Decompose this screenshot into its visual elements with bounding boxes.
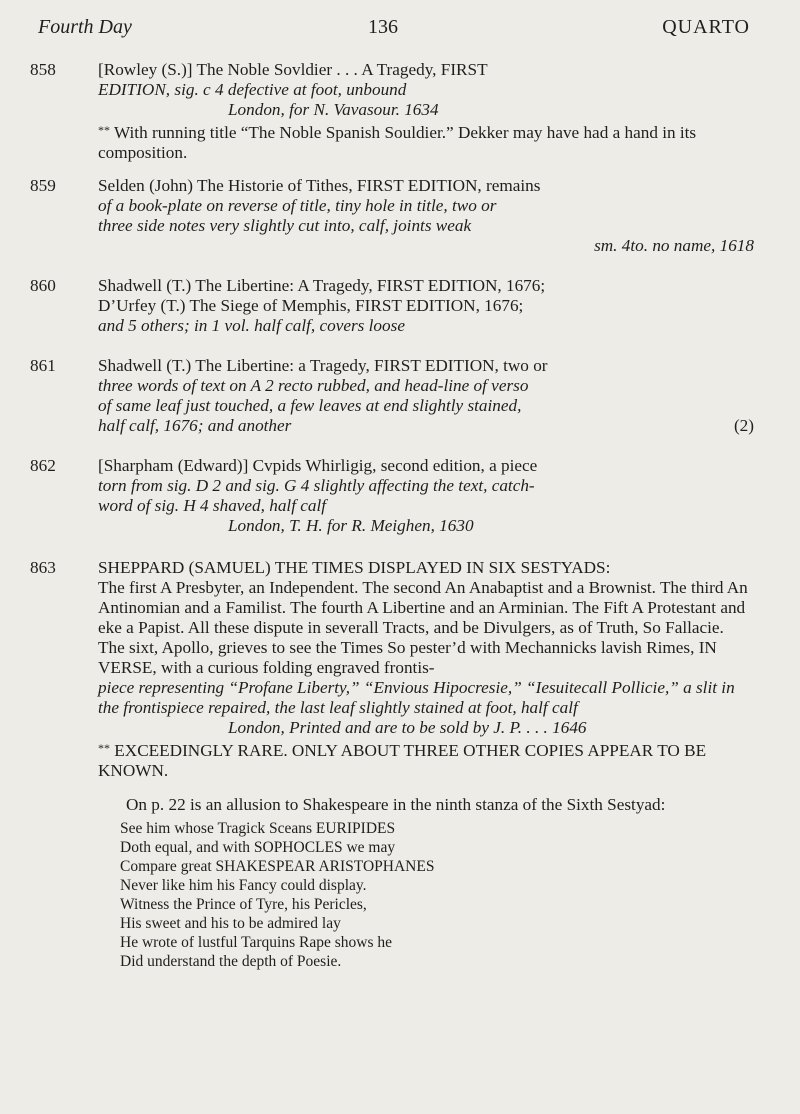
verse-line: See him whose Tragick Sceans EURIPIDES bbox=[120, 820, 396, 837]
page-number: 136 bbox=[368, 16, 398, 38]
lot-line: [Rowley (S.)] The Noble Sovldier . . . A Tragedy, FIRST bbox=[98, 60, 488, 79]
verse-line: Doth equal, and with SOPHOCLES we may bbox=[120, 839, 396, 856]
lot-line: three side notes very slightly cut into, calf, joints weak bbox=[98, 216, 472, 235]
lot-note bbox=[98, 738, 754, 781]
lot-line: half calf, 1676; and another (2) bbox=[98, 416, 754, 435]
lot-number: 861 bbox=[30, 356, 56, 375]
lot-line: EDITION, sig. c 4 defective at foot, unbound bbox=[98, 80, 407, 99]
lot-line: three words of text on A 2 recto rubbed, and head-line of verso bbox=[98, 376, 529, 395]
lot-862 bbox=[30, 456, 754, 536]
verse-line: His sweet and his to be admired lay bbox=[120, 915, 341, 932]
lot-note bbox=[98, 120, 754, 163]
lot-859 bbox=[30, 176, 754, 256]
verse-line: Witness the Prince of Tyre, his Pericles, bbox=[120, 896, 367, 913]
verse-line: He wrote of lustful Tarquins Rape shows he bbox=[120, 934, 392, 951]
lot-858 bbox=[30, 60, 754, 163]
lot-number: 863 bbox=[30, 558, 56, 577]
lot-860 bbox=[30, 276, 754, 336]
lot-line: Shadwell (T.) The Libertine: a Tragedy, FIRST EDITION, two or bbox=[98, 356, 548, 375]
day-title: Fourth Day bbox=[38, 16, 132, 38]
lot-863 bbox=[30, 558, 754, 971]
lot-line: word of sig. H 4 shaved, half calf bbox=[98, 496, 327, 515]
verse-line: Did understand the depth of Poesie. bbox=[120, 953, 342, 970]
lot-imprint: London, Printed and are to be sold by J. P. . . . 1646 bbox=[228, 718, 587, 737]
lot-line: Shadwell (T.) The Libertine: A Tragedy, FIRST EDITION, 1676; bbox=[98, 276, 546, 295]
format-label: QUARTO bbox=[662, 16, 750, 38]
lot-description: The first A Presbyter, an Independent. The second An Anabaptist and a Brownist. The third An Antinomian and a Familist. The fourth A Libertine and an Arminian. The Fift A Protestant and eke a Papist. All these dispute in severall Tracts, and be Divulgers, as of Truth, So Fallacie. The sixt, Apollo, grieves to see the Times So pester’d with Mechannicks lavish Rimes, IN VERSE, with a curious folding engraved frontis- bbox=[98, 578, 748, 677]
lot-number: 858 bbox=[30, 60, 56, 79]
page-header bbox=[38, 16, 750, 42]
lot-title: SHEPPARD (SAMUEL) THE TIMES DISPLAYED IN SIX SESTYADS: bbox=[98, 558, 611, 577]
lot-line: D’Urfey (T.) The Siege of Memphis, FIRST EDITION, 1676; bbox=[98, 296, 524, 315]
commentary: On p. 22 is an allusion to Shakespeare in the ninth stanza of the Sixth Sestyad: bbox=[126, 795, 666, 814]
lot-line: [Sharpham (Edward)] Cvpids Whirligig, second edition, a piece bbox=[98, 456, 538, 475]
quantity: (2) bbox=[733, 416, 754, 435]
lot-line: torn from sig. D 2 and sig. G 4 slightly affecting the text, catch- bbox=[98, 476, 535, 495]
verse-line: Compare great SHAKESPEAR ARISTOPHANES bbox=[120, 858, 435, 875]
lot-imprint: London, for N. Vavasour. 1634 bbox=[228, 100, 439, 119]
lot-number: 859 bbox=[30, 176, 56, 195]
lot-line: of a book-plate on reverse of title, tiny hole in title, two or bbox=[98, 196, 497, 215]
lot-861 bbox=[30, 356, 754, 436]
verse-quote bbox=[120, 819, 754, 971]
note-text: With running title “The Noble Spanish Souldier.” Dekker may have had a hand in its composition. bbox=[98, 123, 697, 162]
lot-number: 862 bbox=[30, 456, 56, 475]
lot-description: piece representing “Profane Liberty,” “Envious Hipocresie,” “Iesuitecall Pollicie,” a slit in the frontispiece repaired, the last leaf slightly stained at foot, half calf bbox=[98, 678, 735, 717]
lot-imprint: London, T. H. for R. Meighen, 1630 bbox=[228, 516, 474, 535]
asterism-icon: ** bbox=[98, 123, 110, 137]
lot-line: Selden (John) The Historie of Tithes, FIRST EDITION, remains bbox=[98, 176, 541, 195]
lot-line: and 5 others; in 1 vol. half calf, covers loose bbox=[98, 316, 405, 335]
note-text: EXCEEDINGLY RARE. ONLY ABOUT THREE OTHER COPIES APPEAR TO BE KNOWN. bbox=[98, 741, 707, 780]
lot-imprint: sm. 4to. no name, 1618 bbox=[594, 236, 754, 255]
lot-number: 860 bbox=[30, 276, 56, 295]
verse-line: Never like him his Fancy could display. bbox=[120, 877, 367, 894]
asterism-icon: ** bbox=[98, 741, 110, 755]
lot-line: of same leaf just touched, a few leaves at end slightly stained, bbox=[98, 396, 522, 415]
